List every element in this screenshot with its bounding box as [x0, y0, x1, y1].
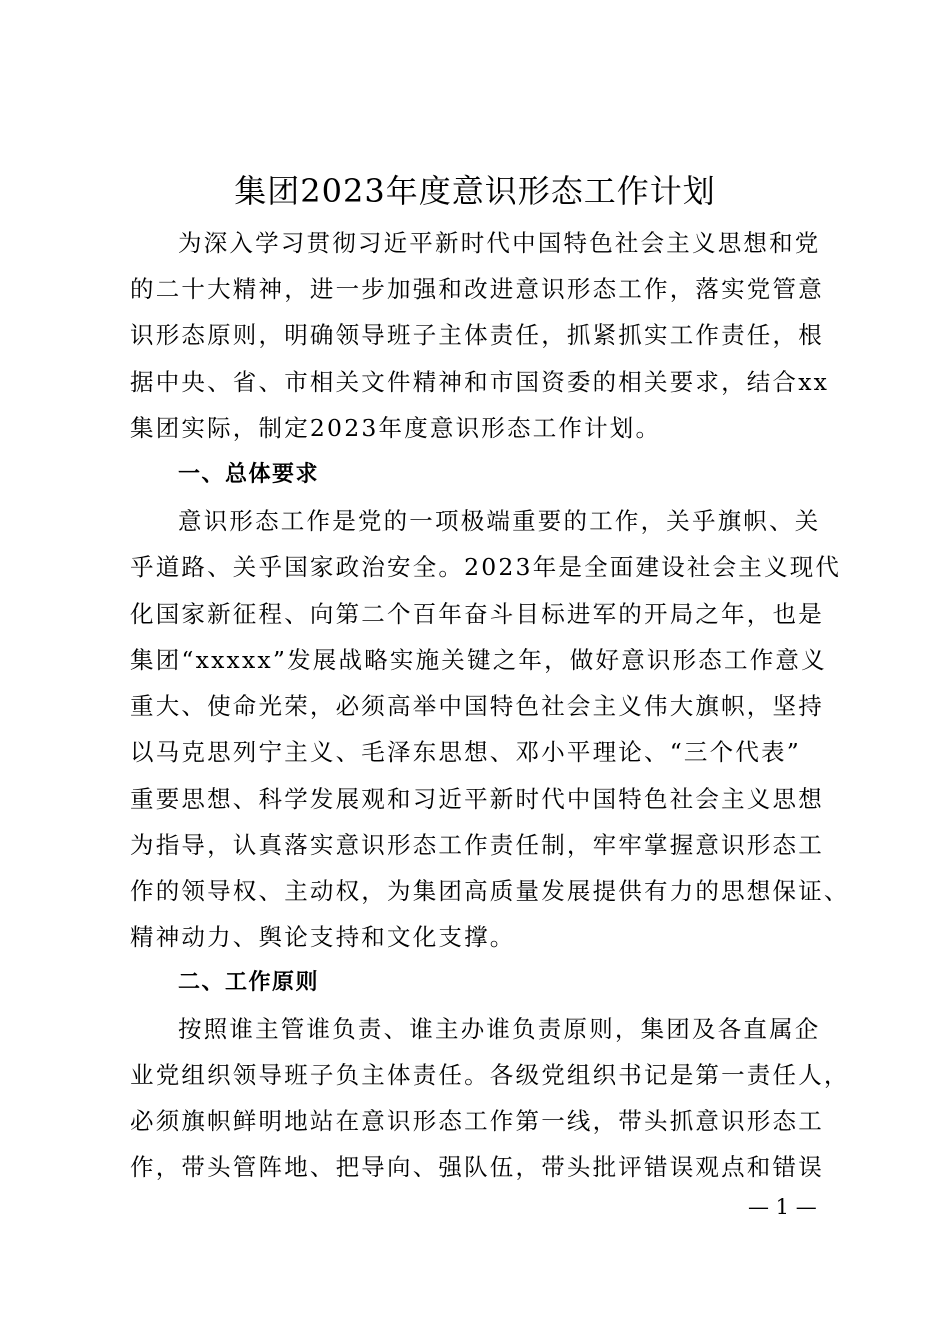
section1-line-1: 意识形态工作是党的一项极端重要的工作，关乎旗帜、关	[178, 507, 821, 535]
document-title: 集团2023年度意识形态工作计划	[234, 172, 716, 210]
intro-line-1: 为深入学习贯彻习近平新时代中国特色社会主义思想和党	[178, 229, 821, 257]
section1-line-5: 重大、使命光荣，必须高举中国特色社会主义伟大旗帜，坚持	[130, 692, 824, 720]
section1-line-8: 为指导，认真落实意识形态工作责任制，牢牢掌握意识形态工	[130, 831, 824, 859]
section1-line-10: 精神动力、舆论支持和文化支撑。	[130, 923, 516, 951]
section2-line-3: 必须旗帜鲜明地站在意识形态工作第一线，带头抓意识形态工	[130, 1107, 824, 1135]
section2-line-1: 按照谁主管谁负责、谁主办谁负责原则，集团及各直属企	[178, 1015, 821, 1043]
section1-line-2: 乎道路、关乎国家政治安全。2023年是全面建设社会主义现代	[130, 553, 842, 581]
section1-line-3: 化国家新征程、向第二个百年奋斗目标进军的开局之年，也是	[130, 600, 824, 628]
section1-line-6: 以马克思列宁主义、毛泽东思想、邓小平理论、“三个代表”	[130, 738, 801, 766]
intro-line-3: 识形态原则，明确领导班子主体责任，抓紧抓实工作责任，根	[130, 321, 824, 349]
section-heading-work-principles: 二、工作原则	[178, 970, 320, 995]
section2-line-2: 业党组织领导班子负主体责任。各级党组织书记是第一责任人，	[130, 1061, 850, 1089]
intro-line-2: 的二十大精神，进一步加强和改进意识形态工作，落实党管意	[130, 275, 824, 303]
intro-line-4: 据中央、省、市相关文件精神和市国资委的相关要求，结合xx	[130, 368, 830, 396]
intro-line-5: 集团实际，制定2023年度意识形态工作计划。	[130, 414, 662, 442]
section-heading-general-requirements: 一、总体要求	[178, 462, 320, 487]
page-number: — 1 —	[748, 1195, 817, 1219]
section2-line-4: 作，带头管阵地、把导向、强队伍，带头批评错误观点和错误	[130, 1153, 824, 1181]
section1-line-4: 集团“xxxxx”发展战略实施关键之年，做好意识形态工作意义	[130, 646, 827, 674]
section1-line-9: 作的领导权、主动权，为集团高质量发展提供有力的思想保证、	[130, 877, 850, 905]
section1-line-7: 重要思想、科学发展观和习近平新时代中国特色社会主义思想	[130, 785, 824, 813]
